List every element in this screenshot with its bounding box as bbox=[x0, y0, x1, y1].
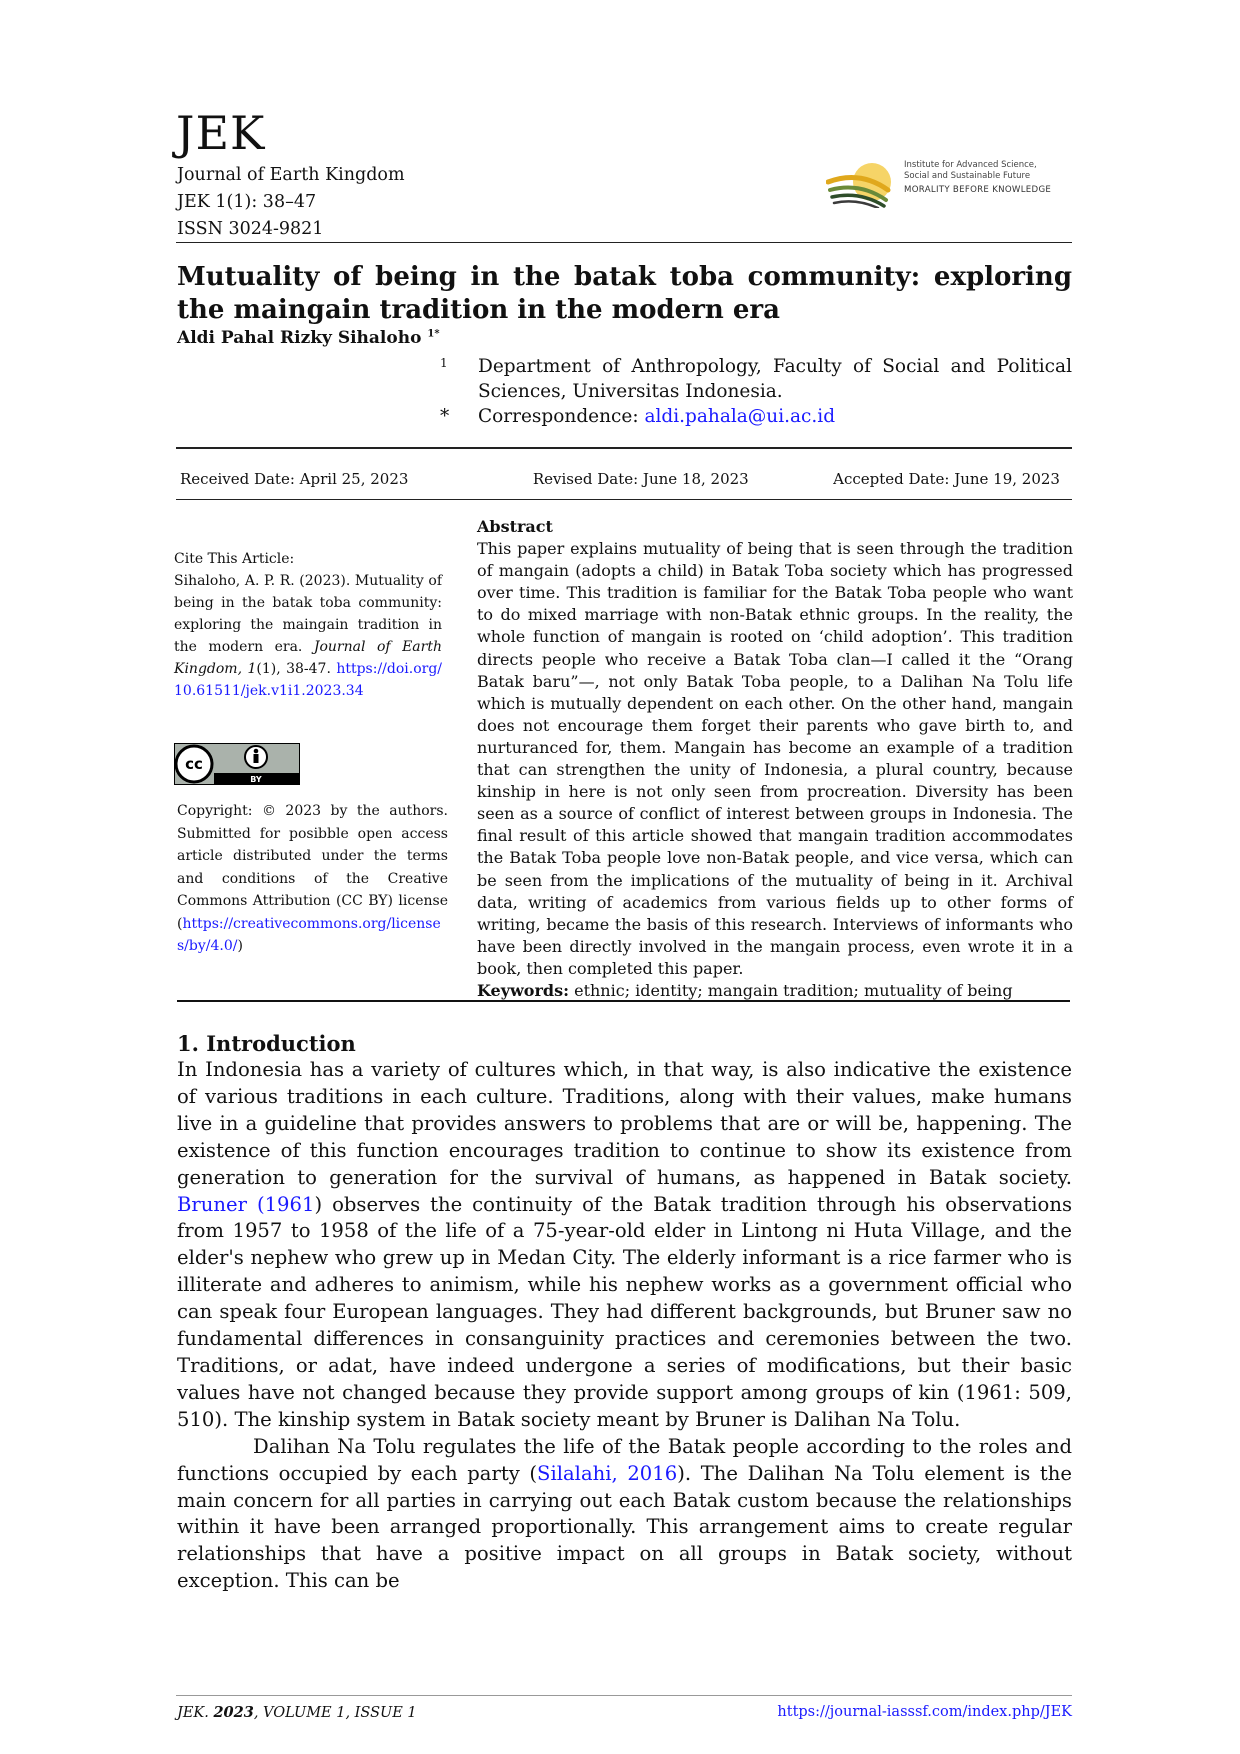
footer-journal-info bbox=[177, 1704, 417, 1721]
author-superscript: 1* bbox=[427, 328, 440, 340]
institute-logo-icon bbox=[826, 160, 902, 208]
footer-journal: JEK. bbox=[177, 1705, 214, 1721]
footer-rule bbox=[176, 1695, 1072, 1696]
journal-name: Journal of Earth Kingdom bbox=[177, 165, 405, 185]
cc-by-license-icon bbox=[174, 743, 300, 785]
paragraph-2-part-a: Dalihan Na Tolu regulates the life of the Batak people according to the roles and functions occupied by each party ( bbox=[177, 1434, 1072, 1485]
affiliations bbox=[440, 354, 1072, 429]
paragraph-2-part-b: ). The Dalihan Na Tolu element is the main concern for all parties in carrying out each Batak custom because the relationships within it have been arranged proportionally. This arrangement aims to create regular relationships that have a positive impact on all groups in Batak society, without exception. This can be bbox=[177, 1461, 1073, 1593]
correspondence-email-link[interactable]: aldi.pahala@ui.ac.id bbox=[644, 406, 836, 427]
cc-badge-label: cc bbox=[185, 755, 203, 773]
copyright-notice bbox=[177, 800, 448, 958]
citation-silalahi-link[interactable]: Silalahi, 2016 bbox=[537, 1461, 678, 1485]
dates-top-rule bbox=[176, 447, 1072, 449]
journal-issn: ISSN 3024-9821 bbox=[177, 219, 324, 239]
correspondence bbox=[478, 404, 1072, 429]
cc-by-badge[interactable] bbox=[174, 743, 300, 785]
logo-motto: MORALITY BEFORE KNOWLEDGE bbox=[904, 185, 1052, 195]
author-line bbox=[177, 328, 440, 348]
footer-year: 2023 bbox=[213, 1704, 254, 1721]
introduction-body bbox=[177, 1057, 1072, 1595]
copyright-text: Copyright: © 2023 by the authors. Submitted for posibble open access article distributed under the terms and conditions of the Creative Commons Attribution (CC BY) license ( bbox=[177, 803, 448, 932]
cite-label: Cite This Article: bbox=[174, 551, 295, 567]
logo-line-1: Institute for Advanced Science, bbox=[904, 160, 1037, 170]
cite-issue-pages: (1), 38-47. bbox=[256, 661, 331, 677]
keywords bbox=[477, 980, 1073, 1002]
section-heading-introduction: 1. Introduction bbox=[177, 1031, 356, 1056]
footer-journal-url-link[interactable]: https://journal-iasssf.com/index.php/JEK bbox=[777, 1704, 1072, 1720]
keywords-list: ethnic; identity; mangain tradition; mutuality of being bbox=[569, 980, 1013, 1000]
journal-volume-pages: JEK 1(1): 38–47 bbox=[177, 192, 317, 212]
paragraph bbox=[177, 1057, 1072, 1434]
dates-bottom-rule bbox=[176, 499, 1072, 500]
abstract bbox=[477, 516, 1073, 1002]
copyright-close: ) bbox=[237, 938, 243, 954]
affiliation-text: Department of Anthropology, Faculty of Social and Political Sciences, Universitas Indonesia. bbox=[478, 356, 1072, 402]
accepted-date: Accepted Date: June 19, 2023 bbox=[833, 470, 1060, 488]
abstract-bottom-rule bbox=[177, 1000, 1070, 1002]
correspondence-label: Correspondence: bbox=[478, 406, 645, 427]
revised-date: Revised Date: June 18, 2023 bbox=[532, 470, 749, 488]
by-badge-label: BY bbox=[250, 775, 262, 784]
logo-line-2: Social and Sustainable Future bbox=[904, 171, 1031, 181]
footer-volume: , VOLUME 1, ISSUE 1 bbox=[253, 1705, 417, 1721]
abstract-heading: Abstract bbox=[477, 517, 553, 536]
cite-text bbox=[174, 570, 442, 702]
header-rule bbox=[176, 242, 1072, 243]
correspondence-row bbox=[440, 404, 1072, 429]
received-date: Received Date: April 25, 2023 bbox=[180, 470, 409, 488]
affiliation-row bbox=[440, 354, 1072, 404]
cite-reference: Sihaloho, A. P. R. (2023). Mutuality of being in the batak toba community: exploring the maingain tradition in the modern era. bbox=[174, 573, 442, 655]
author-name: Aldi Pahal Rizky Sihaloho bbox=[177, 328, 422, 348]
cite-journal: Journal of Earth Kingdom, 1 bbox=[174, 639, 442, 677]
keywords-label: Keywords: bbox=[477, 980, 570, 1000]
cite-this-article bbox=[174, 548, 442, 702]
license-url-link[interactable]: https://creativecommons.org/licenses/by/4.0/ bbox=[177, 915, 441, 954]
abstract-text: This paper explains mutuality of being that is seen through the tradition of mangain (adopts a child) in Batak Toba society which has progressed over time. This tradition is familiar for the Batak Toba people who want to do mixed marriage with non-Batak ethnic groups. In the reality, the whole function of mangain is rooted on ‘child adoption’. This tradition directs people who receive a Batak Toba clan—I called it the “Orang Batak baru”—, not only Batak Toba people, to a Dalihan Na Tolu life which is mutually dependent on each other. On the other hand, mangain does not encourage them forget their parents who gave birth to, and nurturanced for, them. Mangain has become an example of a tradition that can strengthen the unity of Indonesia, a plural country, because kinship in here is not only seen from procreation. Diversity has been seen as a source of conflict of interest between groups in Indonesia. The final result of this article showed that mangain tradition accommodates the Batak Toba people love non-Batak people, and vice versa, which can be seen from the implications of the mutuality of being in it. Archival data, writing of academics from various fields up to other forms of writing, became the basis of this research. Interviews of informants who have been directly involved in the mangain process, even wrote it in a book, then completed this paper. bbox=[477, 539, 1073, 978]
affiliation-mark: 1 bbox=[440, 356, 448, 370]
paragraph-1-part-a: In Indonesia has a variety of cultures which, in that way, is also indicative the existence of various traditions in each culture. Traditions, along with their values, make humans live in a guideline that provides answers to problems that are or will be, happening. The existence of this function encourages tradition to continue to show its existence from generation to generation for the survival of humans, as happened in Batak society. bbox=[177, 1058, 1072, 1189]
correspondence-mark: * bbox=[440, 406, 450, 427]
article-dates bbox=[180, 470, 1060, 488]
institute-logo-text bbox=[904, 160, 1051, 196]
paragraph bbox=[177, 1434, 1072, 1595]
cite-doi-link[interactable]: https://doi.org/10.61511/jek.v1i1.2023.34 bbox=[174, 661, 443, 699]
paragraph-1-part-b: ) observes the continuity of the Batak tradition through his observations from 1957 to 1958 of the life of a 75-year-old elder in Lintong ni Huta Village, and the elder's nephew who grew up in Medan City. The elderly informant is a rice farmer who is illiterate and adheres to animism, while his nephew works as a government official who can speak four European languages. They had different backgrounds, but Bruner saw no fundamental differences in consanguinity practices and ceremonies between the two. Traditions, or adat, have indeed undergone a series of modifications, but their basic values have not changed because they provide support among groups of kin (1961: 509, 510). The kinship system in Batak society meant by Bruner is Dalihan Na Tolu. bbox=[177, 1192, 1072, 1431]
journal-abbreviation: JEK bbox=[176, 106, 266, 160]
citation-bruner-link[interactable]: Bruner (1961 bbox=[177, 1192, 315, 1216]
article-title: Mutuality of being in the batak toba community: exploring the maingain tradition in the modern era bbox=[177, 262, 1072, 325]
